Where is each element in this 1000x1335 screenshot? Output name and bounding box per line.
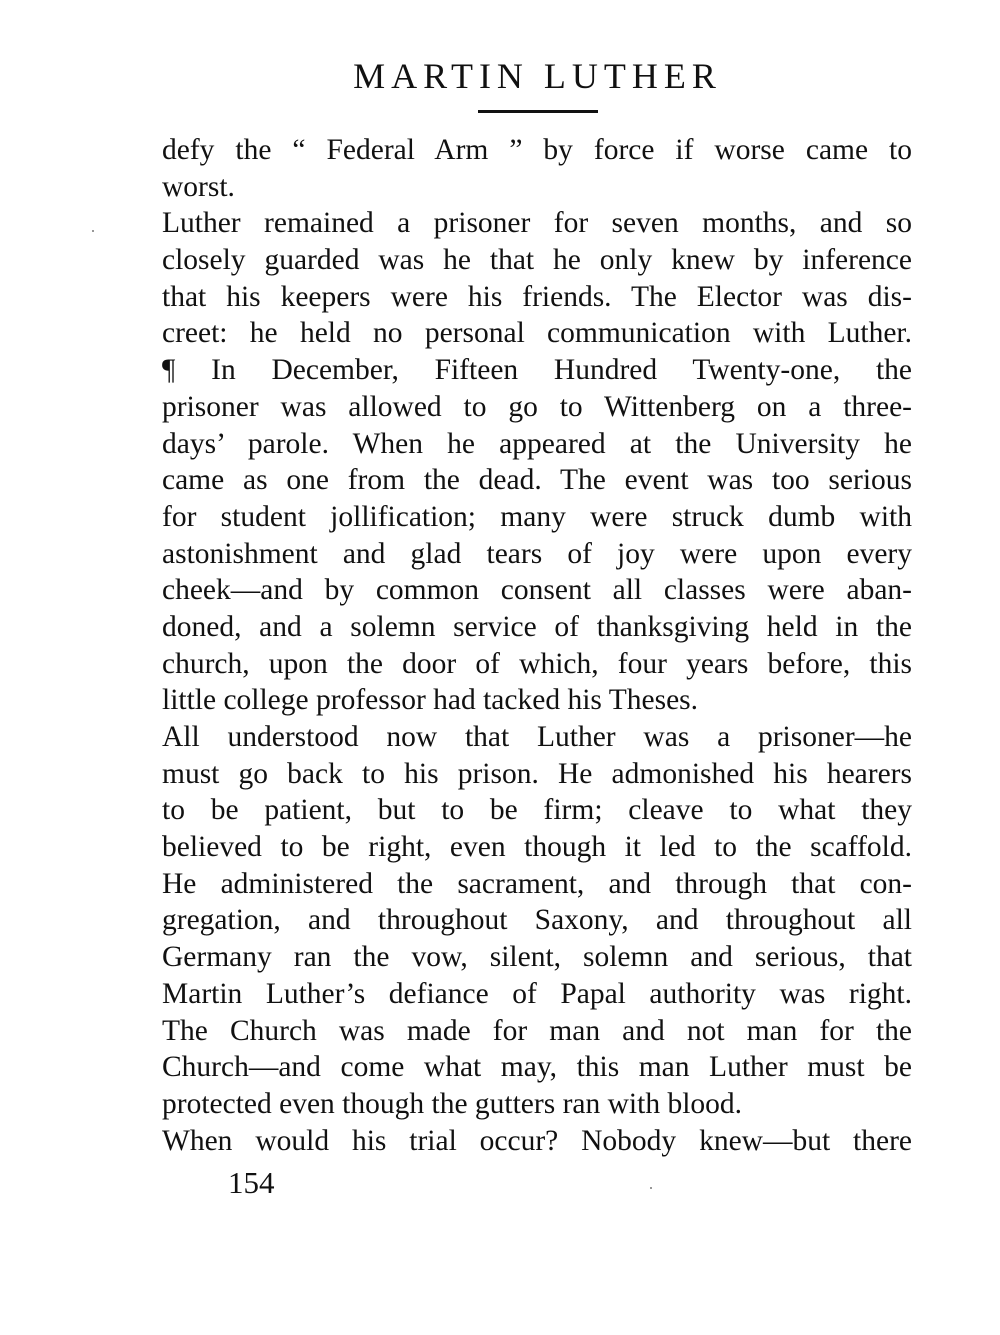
text-line: creet: he held no personal communication with Luther. [162,317,912,350]
head-rule [478,110,598,113]
page-number: 154 [228,1165,275,1200]
text-line: All understood now that Luther was a prisoner—he [162,721,912,753]
running-head: MARTIN LUTHER [353,56,722,96]
text-line: Luther remained a prisoner for seven months, and so [162,207,912,240]
text-line: astonishment and glad tears of joy were upon every [162,537,912,570]
text-line: gregation, and throughout Saxony, and throughout all [162,904,912,937]
text-line: Church—and come what may, this man Luther must be [162,1051,912,1084]
text-line: Germany ran the vow, silent, solemn and serious, that [162,941,912,974]
text-line: little college professor had tacked his Theses. [162,684,699,717]
text-line: closely guarded was he that he only knew by inference [162,244,912,277]
text-line: that his keepers were his friends. The Elector was dis- [162,280,912,313]
text-line: believed to be right, even though it led to the scaffold. [162,831,912,864]
text-line: came as one from the dead. The event was too serious [162,464,912,497]
text-line: to be patient, but to be firm; cleave to what they [162,794,912,827]
text-line: days’ parole. When he appeared at the University he [162,427,912,460]
text-line: defy the “ Federal Arm ” by force if worse came to [162,134,912,166]
text-line: When would his trial occur? Nobody knew—but there [162,1124,912,1157]
text-line: church, upon the door of which, four years before, this [162,647,912,680]
text-line: ¶ In December, Fifteen Hundred Twenty-one, the [162,354,912,387]
text-line: The Church was made for man and not man for the [162,1014,912,1047]
text-line: protected even though the gutters ran with blood. [162,1087,743,1120]
text-line: doned, and a solemn service of thanksgiving held in the [162,610,912,643]
text-line: cheek—and by common consent all classes were aban- [162,574,912,607]
scan-speck [650,1187,652,1189]
text-line: worst. [162,170,235,203]
text-line: He administered the sacrament, and through that con- [162,867,912,900]
text-line: prisoner was allowed to go to Wittenberg on a three- [162,390,912,423]
body-text [162,132,912,1159]
text-line: must go back to his prison. He admonished his hearers [162,757,912,790]
text-line: for student jollification; many were struck dumb with [162,500,912,533]
text-line: Martin Luther’s defiance of Papal authority was right. [162,977,912,1010]
scan-speck [92,230,94,232]
